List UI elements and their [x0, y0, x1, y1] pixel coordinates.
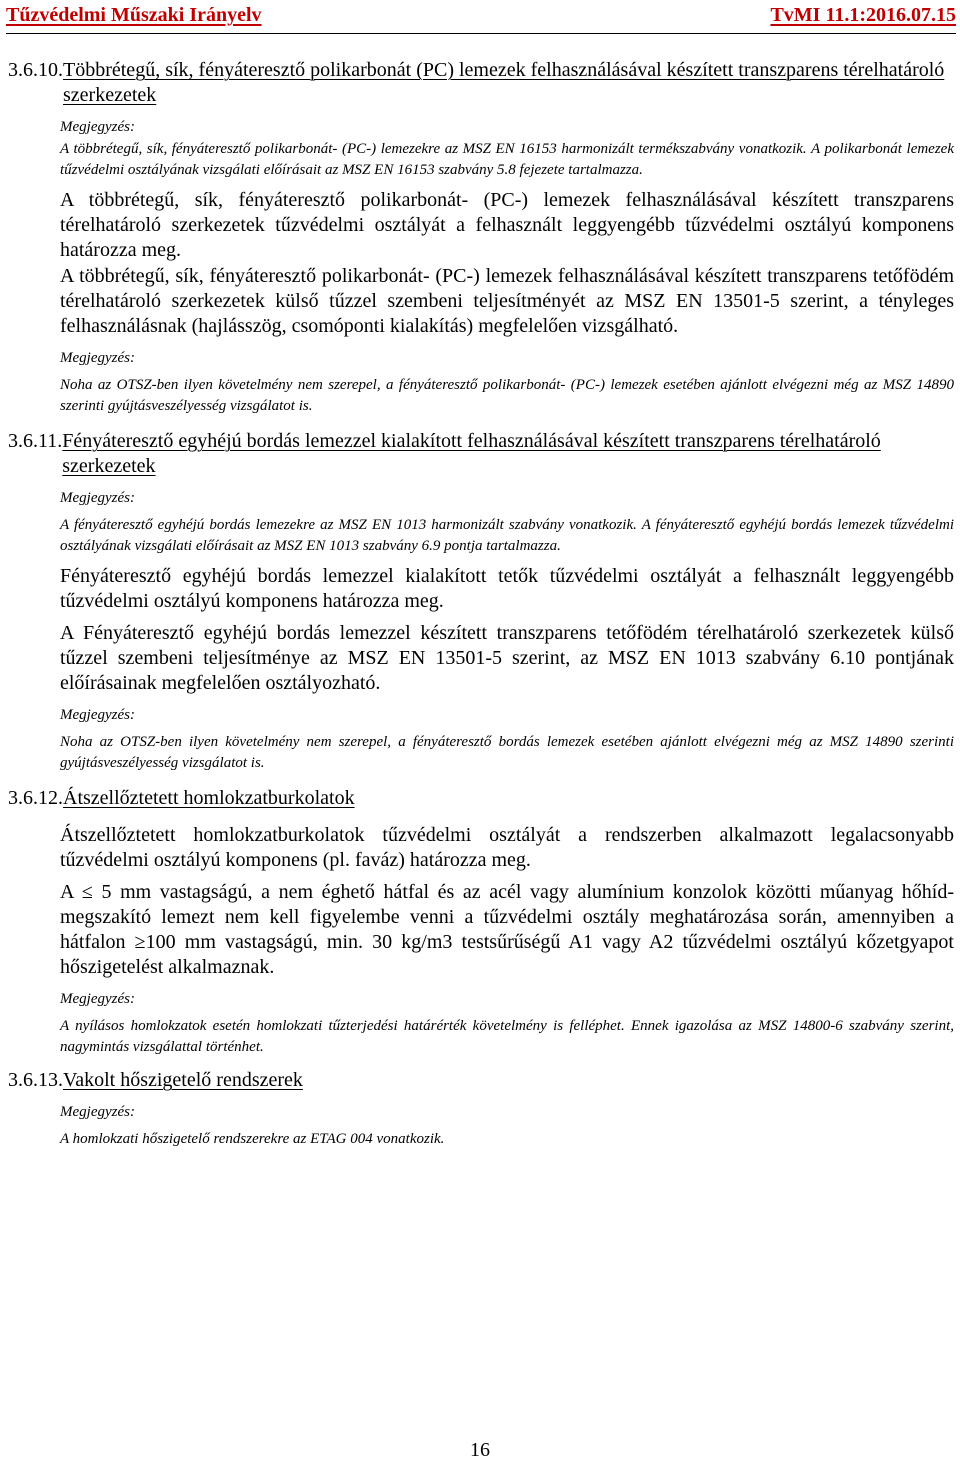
section-body-3-6-10: [60, 116, 954, 417]
page-content: [8, 58, 954, 1150]
note-label: Megjegyzés:: [60, 991, 135, 1007]
page-number: 16: [470, 1439, 490, 1461]
section-body-3-6-11: [60, 487, 954, 774]
header-left-title: Tűzvédelmi Műszaki Irányelv: [6, 4, 262, 26]
page-header: [6, 0, 956, 34]
header-right-code: TvMI 11.1:2016.07.15: [770, 4, 956, 26]
section-heading-3-6-13: [8, 1068, 954, 1093]
section-heading-3-6-10: [8, 58, 954, 108]
note-text: A többrétegű, sík, fényáteresztő polikarbonát- (PC-) lemezekre az MSZ EN 16153 harmonizált termékszabvány vonatkozik. A polikarbonát lemezek tűzvédelmi osztályának vizsgálati előírásait az MSZ EN 16153 szabvány 5.8 fejezete tartalmazza.: [60, 141, 954, 178]
section-body-3-6-13: [60, 1101, 954, 1150]
section-number: 3.6.13.: [8, 1069, 63, 1091]
body-paragraph: A Fényáteresztő egyhéjú bordás lemezzel készített transzparens tetőfödém térelhatároló szerkezetek külső tűzzel szembeni teljesítménye az MSZ EN 13501-5 szerint, az MSZ EN 1013 szabvány 6.10 pontjának előírásainak megfelelően osztályozható.: [60, 622, 954, 694]
note-text: Noha az OTSZ-ben ilyen követelmény nem szerepel, a fényáteresztő bordás lemezek esetében ajánlott elvégezni még az MSZ 14890 szerinti gyújtásveszélyesség vizsgálatot is.: [60, 734, 954, 771]
section-number: 3.6.10.: [8, 59, 63, 81]
note-label: Megjegyzés:: [60, 707, 135, 723]
section-heading-3-6-11: [8, 429, 954, 479]
section-number: 3.6.12.: [8, 787, 63, 809]
note-text: Noha az OTSZ-ben ilyen követelmény nem szerepel, a fényáteresztő polikarbonát- (PC-) lemezek esetében ajánlott elvégezni még az MSZ 14890 szerinti gyújtásveszélyesség vizsgálatot is.: [60, 377, 954, 414]
section-title: Többrétegű, sík, fényáteresztő polikarbonát (PC) lemezek felhasználásával készített transzparens térelhatároló szerkezetek: [63, 59, 945, 106]
note-label: Megjegyzés:: [60, 350, 135, 366]
body-paragraph: Fényáteresztő egyhéjú bordás lemezzel kialakított tetők tűzvédelmi osztályát a felhasznált leggyengébb tűzvédelmi osztályú komponens határozza meg.: [60, 565, 954, 612]
section-title: Vakolt hőszigetelő rendszerek: [63, 1069, 303, 1091]
note-label: Megjegyzés:: [60, 119, 135, 135]
body-paragraph: A ≤ 5 mm vastagságú, a nem éghető hátfal és az acél vagy alumínium konzolok közötti műanyag hőhíd-megszakító lemezt nem kell figyelembe venni a tűzvédelmi osztály meghatározása során, amennyiben a hátfalon ≥100 mm vastagságú, min. 30 kg/m3 testsűrűségű A1 vagy A2 tűzvédelmi osztályú kőzetgyapot hőszigetelést alkalmaznak.: [60, 881, 954, 978]
note-label: Megjegyzés:: [60, 1104, 135, 1120]
note-label: Megjegyzés:: [60, 490, 135, 506]
section-number: 3.6.11.: [8, 430, 63, 452]
note-text: A nyílásos homlokzatok esetén homlokzati tűzterjedési határérték követelmény is felléphet. Ennek igazolása az MSZ 14800-6 szabvány szerint, nagymintás vizsgálattal történhet.: [60, 1018, 954, 1055]
section-title: Fényáteresztő egyhéjú bordás lemezzel kialakított felhasználásával készített transzparens térelhatároló szerkezetek: [62, 430, 881, 477]
header-rule: [6, 33, 956, 34]
section-title: Átszellőztetett homlokzatburkolatok: [63, 787, 355, 809]
section-heading-3-6-12: [8, 786, 954, 811]
body-paragraph: Átszellőztetett homlokzatburkolatok tűzvédelmi osztályát a rendszerben alkalmazott legalacsonyabb tűzvédelmi osztályú komponens (pl. faváz) határozza meg.: [60, 824, 954, 871]
body-paragraph: A többrétegű, sík, fényáteresztő polikarbonát- (PC-) lemezek felhasználásával készített transzparens térelhatároló szerkezetek tűzvédelmi osztályát a felhasznált leggyengébb tűzvédelmi osztályú komponens határozza meg.: [60, 189, 954, 261]
body-paragraph: A többrétegű, sík, fényáteresztő polikarbonát- (PC-) lemezek felhasználásával készített transzparens tetőfödém térelhatároló szerkezetek külső tűzzel szembeni teljesítményét az MSZ EN 13501-5 szerint, a tényleges felhasználásnak (hajlásszög, csomóponti kialakítás) megfelelően vizsgálható.: [60, 265, 954, 337]
section-body-3-6-12: [60, 823, 954, 1058]
note-text: A homlokzati hőszigetelő rendszerekre az ETAG 004 vonatkozik.: [60, 1131, 445, 1147]
note-text: A fényáteresztő egyhéjú bordás lemezekre az MSZ EN 1013 harmonizált szabvány vonatkozik. A fényáteresztő egyhéjú bordás lemezek tűzvédelmi osztályának vizsgálati előírásait az MSZ EN 1013 szabvány 6.9 pontja tartalmazza.: [60, 517, 954, 554]
